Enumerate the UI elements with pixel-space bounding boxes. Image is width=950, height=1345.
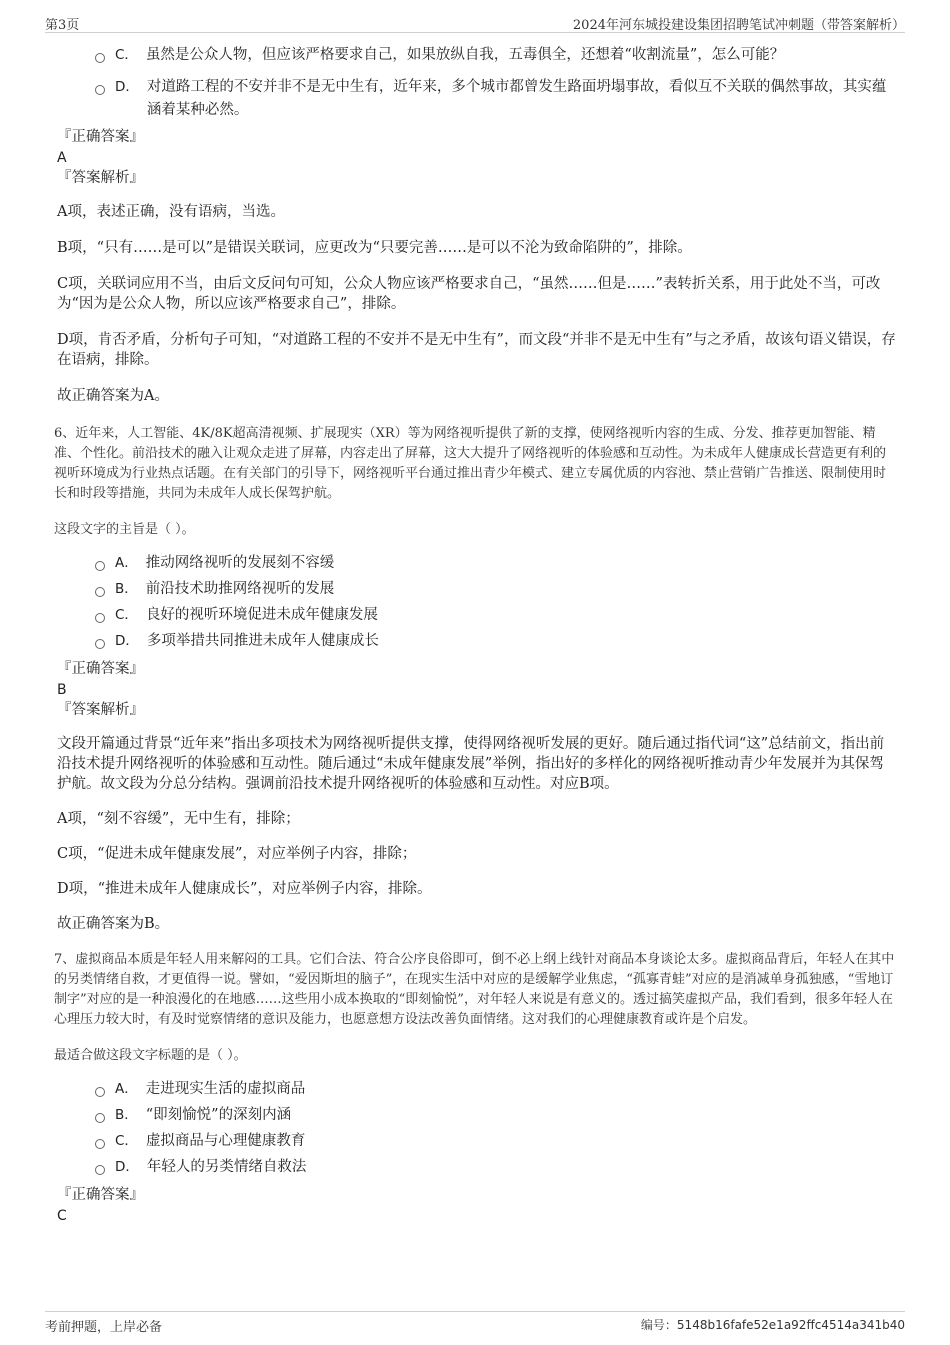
q7-stem: 7、虚拟商品本质是年轻人用来解闷的工具。它们合法、符合公序良俗即可，倒不必上纲上线针对商品本身谈论太多。虚拟商品背后，年轻人在其中的另类情绪自救，才更值得一说。譬如，“爱因斯坦的脑子”，在现实生活中对应的是缓解学业焦虑，“孤寡青蛙”对应的是消减单身孤独感，“雪地订制字”对应的是一种浪漫化的在地感……这些用小成本换取的“即刻愉悦”，对年轻人来说是有意义的。透过搞笑虚拟产品，我们看到，很多年轻人在心理压力较大时，有及时觉察情绪的意识及能力，也愿意想方设法改善负面情绪。这对我们的心理健康教育或许是个启发。 (54, 952, 895, 1027)
page-content (54, 44, 897, 1226)
q6-analysis-d: D项，“推进未成年人健康成长”，对应举例子内容，排除。 (57, 881, 432, 897)
document-title: 2024年河东城投建设集团招聘笔试冲刺题（带答案解析） (572, 18, 905, 33)
radio-icon[interactable] (95, 1087, 105, 1097)
radio-icon[interactable] (95, 613, 105, 623)
q6-analysis-label: 『答案解析』 (57, 702, 144, 718)
q6-analysis-main: 文段开篇通过背景“近年来”指出多项技术为网络视听提供支撑，使得网络视听发展的更好。随后通过指代词“这”总结前文，指出前沿技术提升网络视听的体验感和互动性。随后通过“未成年健康发展”举例，指出好的多样化的网络视听推动青少年发展并为其保驾护航。故文段为分总分结构。强调前沿技术提升网络视听的体验感和互动性。对应B项。 (57, 736, 885, 792)
q5-option-c[interactable]: C． 虽然是公众人物，但应该严格要求自己，如果放纵自我，五毒俱全，还想着“收割流量”，怎么可能？ (95, 44, 897, 67)
q6-option-a[interactable]: A． 推动网络视听的发展刻不容缓 (95, 552, 897, 575)
radio-icon[interactable] (95, 53, 105, 63)
q6-options (57, 552, 897, 653)
radio-icon[interactable] (95, 1165, 105, 1175)
q6-analysis-a: A项，“刻不容缓”，无中生有，排除； (57, 811, 300, 827)
q6-option-c[interactable]: C． 良好的视听环境促进未成年健康发展 (95, 604, 897, 627)
q7-option-b[interactable]: B． “即刻愉悦”的深刻内涵 (95, 1104, 897, 1127)
q5-analysis-label: 『答案解析』 (57, 170, 144, 186)
q7-answer: C (57, 1208, 67, 1224)
q6-stem: 6、近年来，人工智能、4K/8K超高清视频、扩展现实（XR）等为网络视听提供了新的支撑，使网络视听内容的生成、分发、推荐更加智能、精准、个性化。前沿技术的融入让观众走进了屏幕，内容走出了屏幕，这大大提升了网络视听的体验感和互动性。为未成年人健康成长营造更有利的视听环境成为行业热点话题。在有关部门的引导下，网络视听平台通过推出青少年模式、建立专属优质的内容池、禁止营销广告推送、限制使用时长和时段等措施，共同为未成年人成长保驾护航。 (54, 426, 887, 501)
q6-question: 这段文字的主旨是（ ）。 (54, 522, 195, 537)
q5-answer-label: 『正确答案』 (57, 129, 144, 145)
q5-option-d[interactable]: D． 对道路工程的不安并非不是无中生有，近年来，多个城市都曾发生路面坍塌事故，看似互不关联的偶然事故，其实蕴涵着某种必然。 (95, 76, 897, 122)
page-header (45, 12, 905, 33)
q7-answer-label: 『正确答案』 (57, 1187, 144, 1203)
q5-analysis-d: D项，肯否矛盾，分析句子可知，“对道路工程的不安并不是无中生有”，而文段“并非不是无中生有”与之矛盾，故该句语义错误，存在语病，排除。 (57, 332, 896, 368)
footer-slogan: 考前押题，上岸必备 (45, 1320, 163, 1335)
q7-option-c[interactable]: C． 虚拟商品与心理健康教育 (95, 1130, 897, 1153)
q5-analysis-c: C项，关联词应用不当，由后文反问句可知，公众人物应该严格要求自己，“虽然……但是……”表转折关系，用于此处不当，可改为“因为是公众人物，所以应该严格要求自己”，排除。 (57, 276, 881, 312)
q7-option-a[interactable]: A． 走进现实生活的虚拟商品 (95, 1078, 897, 1101)
page-footer (45, 1311, 905, 1334)
radio-icon[interactable] (95, 639, 105, 649)
q5-analysis-b: B项，“只有……是可以”是错误关联词，应更改为“只要完善……是可以不沦为致命陷阱的”，排除。 (57, 240, 692, 256)
radio-icon[interactable] (95, 85, 105, 95)
radio-icon[interactable] (95, 587, 105, 597)
radio-icon[interactable] (95, 1113, 105, 1123)
page-number: 第3页 (45, 18, 80, 33)
q5-analysis-a: A项，表述正确，没有语病，当选。 (57, 204, 285, 220)
q6-analysis-c: C项，“促进未成年健康发展”，对应举例子内容，排除； (57, 846, 417, 862)
q6-option-d[interactable]: D． 多项举措共同推进未成年人健康成长 (95, 630, 897, 653)
q5-answer: A (57, 150, 67, 166)
q6-answer: B (57, 682, 67, 698)
radio-icon[interactable] (95, 561, 105, 571)
q6-answer-label: 『正确答案』 (57, 661, 144, 677)
q7-question: 最适合做这段文字标题的是（ ）。 (54, 1048, 247, 1063)
q6-conclusion: 故正确答案为B。 (57, 916, 170, 932)
q6-option-b[interactable]: B． 前沿技术助推网络视听的发展 (95, 578, 897, 601)
document-id: 编号：5148b16fafe52e1a92ffc4514a341b40 (640, 1318, 905, 1332)
q7-options (57, 1078, 897, 1179)
q7-option-d[interactable]: D． 年轻人的另类情绪自救法 (95, 1156, 897, 1179)
q5-conclusion: 故正确答案为A。 (57, 388, 169, 404)
radio-icon[interactable] (95, 1139, 105, 1149)
